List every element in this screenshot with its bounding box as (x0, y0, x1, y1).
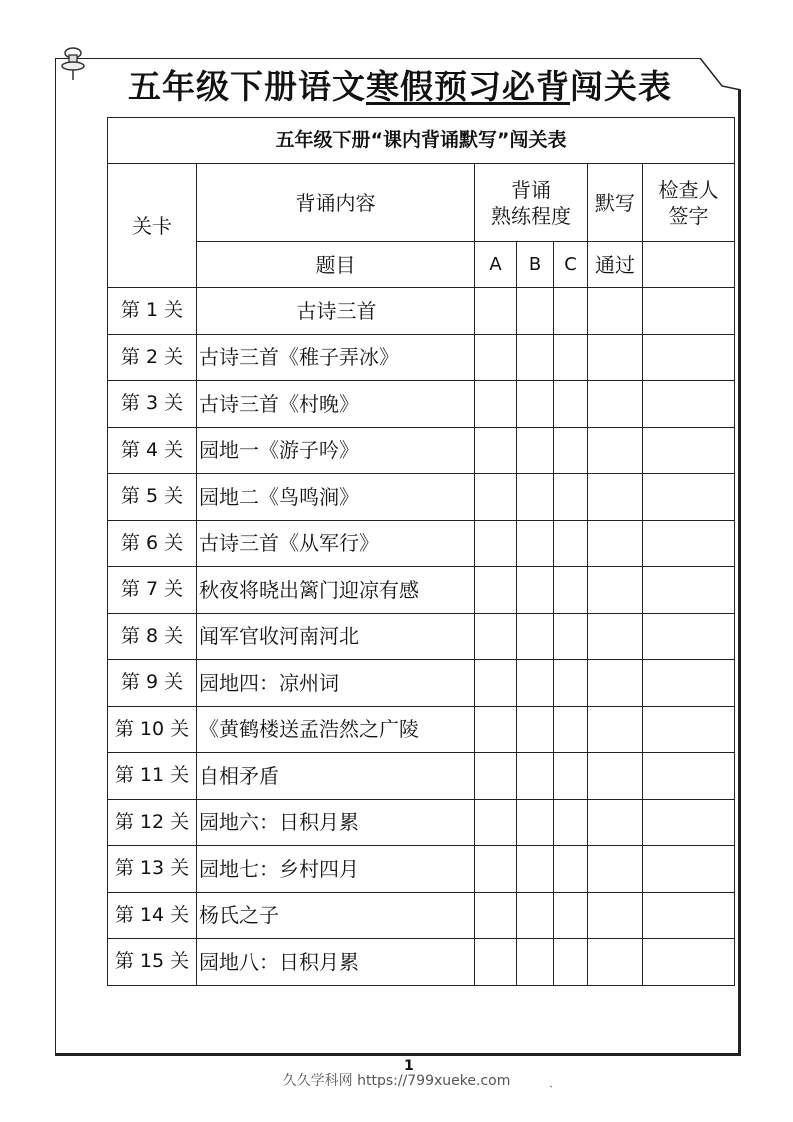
grade-a-cell[interactable] (475, 520, 517, 567)
signature-cell[interactable] (643, 939, 735, 986)
grade-b-cell[interactable] (517, 799, 554, 846)
grade-b-cell[interactable] (517, 474, 554, 521)
grade-b-cell[interactable] (517, 334, 554, 381)
grade-c-cell[interactable] (554, 846, 588, 893)
table-row (108, 381, 735, 428)
recitation-title: 园地一《游子吟》 (197, 427, 475, 474)
pass-cell[interactable] (588, 381, 643, 428)
grade-c-cell[interactable] (554, 288, 588, 335)
grade-c-cell[interactable] (554, 381, 588, 428)
header-fluency-line1: 背诵 (511, 177, 551, 202)
level-label: 第 1 关 (108, 288, 197, 335)
pass-cell[interactable] (588, 567, 643, 614)
header-pass: 通过 (588, 242, 643, 288)
signature-cell[interactable] (643, 427, 735, 474)
grade-a-cell[interactable] (475, 613, 517, 660)
grade-b-cell[interactable] (517, 613, 554, 660)
header-fluency-line2: 熟练程度 (491, 203, 571, 228)
signature-cell[interactable] (643, 706, 735, 753)
pass-cell[interactable] (588, 892, 643, 939)
table-row (108, 474, 735, 521)
grade-b-cell[interactable] (517, 846, 554, 893)
table-row (108, 334, 735, 381)
page-number: 1 (404, 1058, 414, 1074)
grade-c-cell[interactable] (554, 474, 588, 521)
recitation-title: 园地七：乡村四月 (197, 846, 475, 893)
table-row (108, 613, 735, 660)
checklist-table (107, 117, 735, 986)
signature-cell[interactable] (643, 520, 735, 567)
signature-cell[interactable] (643, 892, 735, 939)
level-label: 第 5 关 (108, 474, 197, 521)
level-rows (108, 288, 735, 986)
grade-a-cell[interactable] (475, 427, 517, 474)
header-checker-line1: 检查人 (658, 177, 719, 202)
recitation-title: 古诗三首《村晚》 (197, 381, 475, 428)
grade-c-cell[interactable] (554, 892, 588, 939)
grade-b-cell[interactable] (517, 660, 554, 707)
pass-cell[interactable] (588, 288, 643, 335)
grade-b-cell[interactable] (517, 567, 554, 614)
recitation-title: 园地二《鸟鸣涧》 (197, 474, 475, 521)
grade-a-cell[interactable] (475, 474, 517, 521)
grade-c-cell[interactable] (554, 520, 588, 567)
level-label: 第 14 关 (108, 892, 197, 939)
recitation-title: 《黄鹤楼送孟浩然之广陵 (197, 706, 475, 753)
grade-b-cell[interactable] (517, 288, 554, 335)
pass-cell[interactable] (588, 660, 643, 707)
footer-mark: ˴ (549, 1078, 553, 1092)
table-row (108, 520, 735, 567)
header-checker-line2: 签字 (668, 203, 709, 228)
grade-b-cell[interactable] (517, 753, 554, 800)
header-empty-cell (643, 242, 735, 288)
header-grade-a: A (475, 242, 517, 288)
signature-cell[interactable] (643, 799, 735, 846)
level-label: 第 10 关 (108, 706, 197, 753)
signature-cell[interactable] (643, 288, 735, 335)
grade-b-cell[interactable] (517, 939, 554, 986)
level-label: 第 4 关 (108, 427, 197, 474)
header-level: 关卡 (108, 164, 197, 288)
signature-cell[interactable] (643, 613, 735, 660)
signature-cell[interactable] (643, 753, 735, 800)
signature-cell[interactable] (643, 846, 735, 893)
recitation-title: 园地四：凉州词 (197, 660, 475, 707)
recitation-title: 杨氏之子 (197, 892, 475, 939)
signature-cell[interactable] (643, 381, 735, 428)
level-label: 第 15 关 (108, 939, 197, 986)
level-label: 第 11 关 (108, 753, 197, 800)
grade-a-cell[interactable] (475, 846, 517, 893)
pass-cell[interactable] (588, 846, 643, 893)
table-row (108, 799, 735, 846)
grade-a-cell[interactable] (475, 892, 517, 939)
level-label: 第 2 关 (108, 334, 197, 381)
signature-cell[interactable] (643, 567, 735, 614)
pass-cell[interactable] (588, 427, 643, 474)
grade-b-cell[interactable] (517, 892, 554, 939)
grade-b-cell[interactable] (517, 381, 554, 428)
title-suffix: 闯关表 (570, 67, 672, 106)
title-underlined: 寒假预习必背 (366, 67, 570, 106)
grade-c-cell[interactable] (554, 427, 588, 474)
table-row (108, 892, 735, 939)
grade-c-cell[interactable] (554, 799, 588, 846)
recitation-title: 古诗三首《稚子弄冰》 (197, 334, 475, 381)
grade-a-cell[interactable] (475, 567, 517, 614)
grade-a-cell[interactable] (475, 799, 517, 846)
recitation-title: 自相矛盾 (197, 753, 475, 800)
pass-cell[interactable] (588, 474, 643, 521)
grade-a-cell[interactable] (475, 753, 517, 800)
pass-cell[interactable] (588, 334, 643, 381)
recitation-title: 园地八：日积月累 (197, 939, 475, 986)
grade-c-cell[interactable] (554, 753, 588, 800)
page-title (60, 64, 740, 110)
recitation-title: 古诗三首 (197, 288, 475, 335)
footer-watermark: 久久学科网 https://799xueke.com (282, 1073, 511, 1089)
pass-cell[interactable] (588, 613, 643, 660)
level-label: 第 7 关 (108, 567, 197, 614)
pass-cell[interactable] (588, 520, 643, 567)
grade-a-cell[interactable] (475, 334, 517, 381)
grade-a-cell[interactable] (475, 706, 517, 753)
table-row (108, 753, 735, 800)
table-row (108, 427, 735, 474)
table-row (108, 846, 735, 893)
header-checker (643, 164, 735, 242)
header-fluency (475, 164, 588, 242)
header-grade-c: C (554, 242, 588, 288)
header-topic: 题目 (197, 242, 475, 288)
table-row (108, 288, 735, 335)
grade-a-cell[interactable] (475, 381, 517, 428)
table-row (108, 706, 735, 753)
level-label: 第 8 关 (108, 613, 197, 660)
recitation-title: 园地六：日积月累 (197, 799, 475, 846)
recitation-title: 闻军官收河南河北 (197, 613, 475, 660)
table-row (108, 939, 735, 986)
table-row (108, 660, 735, 707)
level-label: 第 9 关 (108, 660, 197, 707)
grade-c-cell[interactable] (554, 334, 588, 381)
grade-c-cell[interactable] (554, 613, 588, 660)
header-dictation: 默写 (588, 164, 643, 242)
signature-cell[interactable] (643, 474, 735, 521)
title-prefix: 五年级下册语文 (128, 67, 366, 106)
grade-b-cell[interactable] (517, 427, 554, 474)
grade-a-cell[interactable] (475, 939, 517, 986)
pass-cell[interactable] (588, 939, 643, 986)
table-row (108, 567, 735, 614)
grade-b-cell[interactable] (517, 520, 554, 567)
grade-b-cell[interactable] (517, 706, 554, 753)
pass-cell[interactable] (588, 706, 643, 753)
recitation-title: 秋夜将晓出篱门迎凉有感 (197, 567, 475, 614)
grade-c-cell[interactable] (554, 939, 588, 986)
grade-a-cell[interactable] (475, 660, 517, 707)
pass-cell[interactable] (588, 753, 643, 800)
grade-c-cell[interactable] (554, 567, 588, 614)
recitation-title: 古诗三首《从军行》 (197, 520, 475, 567)
grade-c-cell[interactable] (554, 660, 588, 707)
pass-cell[interactable] (588, 799, 643, 846)
level-label: 第 12 关 (108, 799, 197, 846)
signature-cell[interactable] (643, 334, 735, 381)
level-label: 第 6 关 (108, 520, 197, 567)
signature-cell[interactable] (643, 660, 735, 707)
table-caption: 五年级下册“课内背诵默写”闯关表 (108, 118, 735, 164)
grade-a-cell[interactable] (475, 288, 517, 335)
grade-c-cell[interactable] (554, 706, 588, 753)
header-content: 背诵内容 (197, 164, 475, 242)
level-label: 第 3 关 (108, 381, 197, 428)
level-label: 第 13 关 (108, 846, 197, 893)
header-grade-b: B (517, 242, 554, 288)
